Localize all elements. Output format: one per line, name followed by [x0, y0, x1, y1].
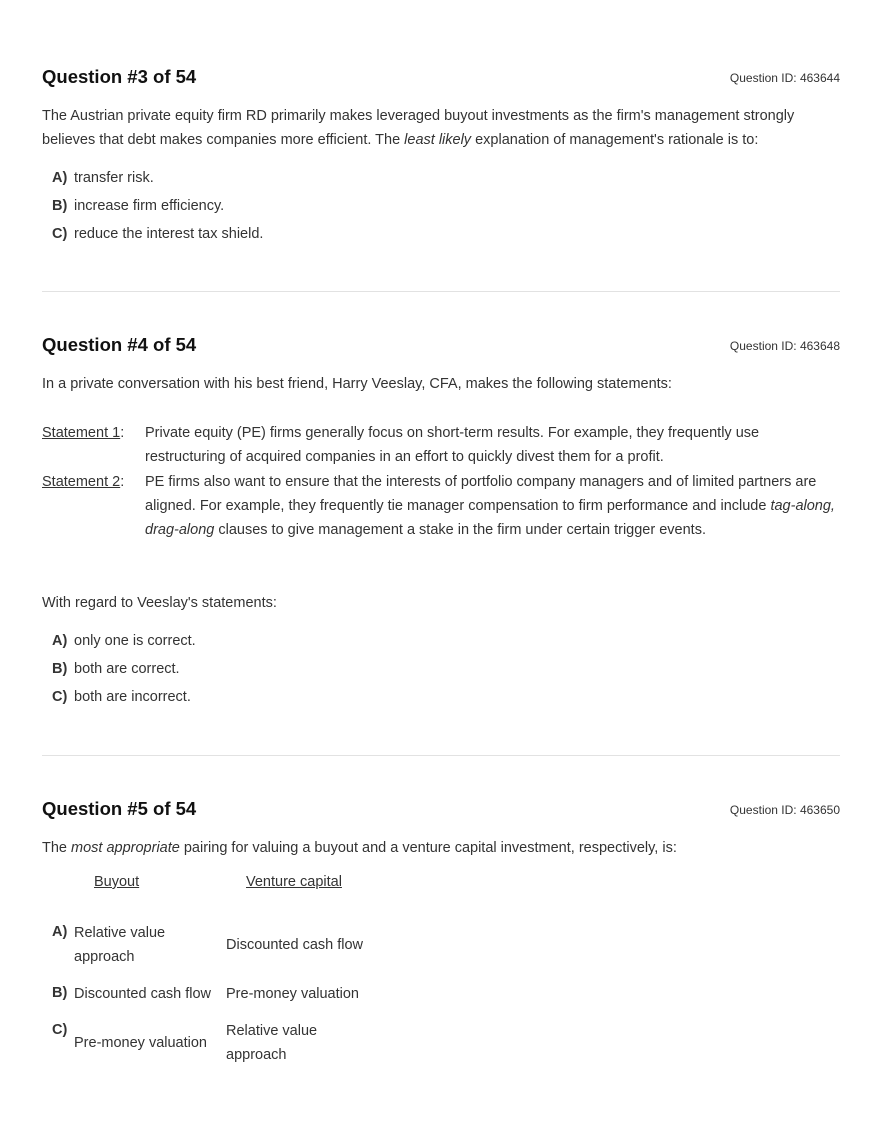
- column-header-buyout: Buyout: [94, 874, 140, 890]
- question-title: Question #4 of 54: [42, 334, 197, 355]
- question-4: [42, 332, 840, 713]
- question-5: [42, 796, 840, 1120]
- answer-letter: B): [52, 661, 68, 677]
- answer-text: only one is correct.: [74, 633, 196, 649]
- answer-option-b[interactable]: [42, 194, 840, 222]
- answer-buyout: Discounted cash flow: [74, 986, 212, 1002]
- answer-venture: Pre-money valuation: [226, 986, 359, 1002]
- question-id: Question ID: 463648: [729, 339, 840, 353]
- answer-option-c[interactable]: [42, 685, 840, 713]
- answer-buyout: Relative value approach: [74, 925, 166, 965]
- statement-list: [42, 421, 840, 542]
- answer-option-a[interactable]: [42, 629, 840, 657]
- answer-buyout: Pre-money valuation: [74, 1035, 207, 1051]
- stem-emphasis: most appropriate: [71, 840, 180, 856]
- stem-text: pairing for valuing a buyout and a venture capital investment, respectively, is:: [179, 840, 677, 856]
- answer-letter: C): [52, 689, 68, 705]
- answer-letter: C): [52, 1022, 68, 1038]
- answer-text: reduce the interest tax shield.: [74, 226, 264, 242]
- answer-venture: Relative value approach: [226, 1023, 318, 1063]
- question-title: Question #5 of 54: [42, 798, 197, 819]
- stem-text: explanation of management's rationale is to:: [471, 132, 759, 148]
- statement-label-text: Statement 2: [42, 474, 121, 490]
- statement-2: [42, 470, 840, 542]
- statement-text-part: PE firms also want to ensure that the interests of portfolio company managers and of limited partners are aligned. For example, they frequently tie manager compensation to firm performance and include: [145, 474, 817, 514]
- question-header: [42, 796, 840, 822]
- answer-text: both are correct.: [74, 661, 180, 677]
- answer-letter: A): [52, 924, 68, 940]
- question-id: Question ID: 463644: [729, 71, 840, 85]
- statement-text: [145, 470, 840, 542]
- stem-text: The: [42, 840, 72, 856]
- stem-emphasis: least likely: [404, 132, 472, 148]
- answer-option-a[interactable]: [42, 166, 840, 194]
- question-divider: [42, 291, 840, 292]
- answer-option-c[interactable]: [42, 222, 840, 250]
- question-id: Question ID: 463650: [729, 803, 840, 817]
- answer-option-b[interactable]: [42, 657, 840, 685]
- question-prompt: With regard to Veeslay's statements:: [42, 595, 277, 611]
- statement-1: [42, 421, 840, 469]
- question-header: [42, 332, 840, 358]
- question-stem: [42, 836, 840, 860]
- answer-venture: Discounted cash flow: [226, 937, 364, 953]
- answer-table: [42, 860, 840, 1120]
- answer-text: transfer risk.: [74, 170, 154, 186]
- answer-list: [42, 166, 840, 250]
- answer-text: both are incorrect.: [74, 689, 191, 705]
- statement-text: Private equity (PE) firms generally focus on short-term results. For example, they frequently use restructuring of acquired companies in an effort to quickly divest them for a profit.: [145, 425, 760, 465]
- stem-text: The Austrian private equity firm RD primarily makes leveraged buyout investments as the firm's management strongly believes that debt makes companies more efficient. The: [42, 108, 795, 148]
- answer-letter: B): [52, 198, 68, 214]
- question-stem: In a private conversation with his best friend, Harry Veeslay, CFA, makes the following statements:: [42, 376, 672, 392]
- statement-colon: :: [120, 474, 125, 490]
- statement-emphasis: tag-along, drag-along: [145, 498, 835, 538]
- statement-text-part: clauses to give management a stake in the firm under certain trigger events.: [214, 522, 706, 538]
- question-title: Question #3 of 54: [42, 66, 197, 87]
- question-stem: [42, 104, 840, 152]
- statement-label: [42, 470, 124, 494]
- question-3: [42, 64, 840, 250]
- answer-letter: A): [52, 633, 68, 649]
- answer-text: increase firm efficiency.: [74, 198, 225, 214]
- answer-letter: A): [52, 170, 68, 186]
- column-header-venture: Venture capital: [246, 874, 342, 890]
- answer-letter: B): [52, 985, 68, 1001]
- question-header: [42, 64, 840, 90]
- statement-label: [42, 421, 124, 445]
- question-divider: [42, 755, 840, 756]
- statement-colon: :: [120, 425, 125, 441]
- statement-label-text: Statement 1: [42, 425, 121, 441]
- answer-letter: C): [52, 226, 68, 242]
- answer-list: [42, 629, 840, 713]
